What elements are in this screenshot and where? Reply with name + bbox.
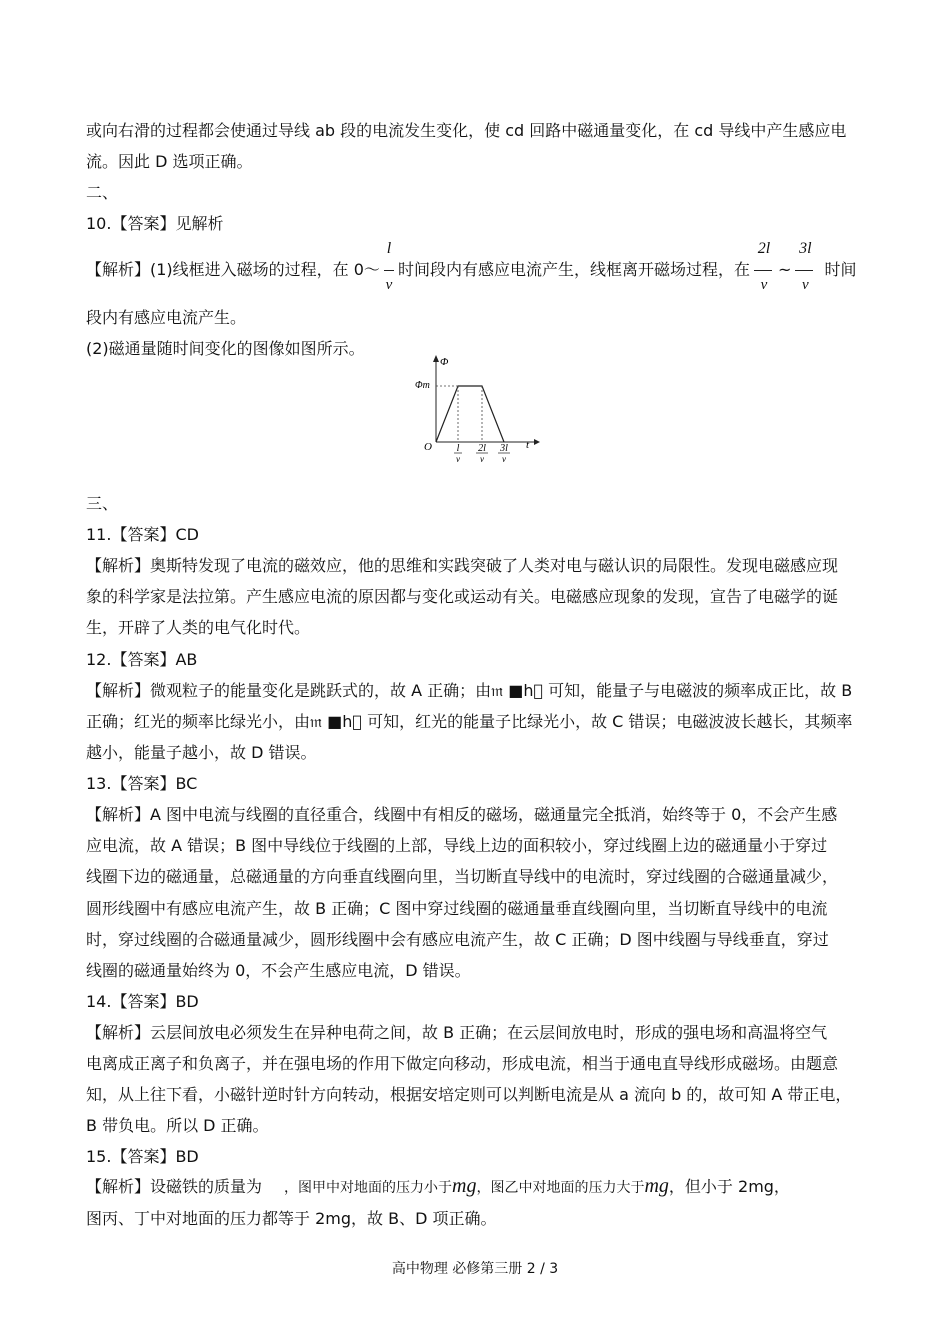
tick-l-den: v xyxy=(456,454,460,464)
text-line: 【解析】云层间放电必须发生在异种电荷之间，故 B 正确；在云层间放电时，形成的强电场和高温将空气 xyxy=(86,1023,828,1042)
text-line: 时，穿过线圈的合磁通量减少，圆形线圈中会有感应电流产生，故 C 正确；D 图中线圈与导线垂直，穿过 xyxy=(86,930,829,949)
phi-axis-arrow xyxy=(433,355,439,362)
t-axis-arrow xyxy=(534,439,540,445)
phi-axis-label: Φ xyxy=(440,356,449,368)
text-line: 象的科学家是法拉第。产生感应电流的原因都与变化或运动有关。电磁感应现象的发现，宣告了电磁学的诞 xyxy=(86,587,839,606)
text-segment: ，但小于 2mg， xyxy=(668,1177,790,1196)
text-line: 生，开辟了人类的电气化时代。 xyxy=(86,618,311,637)
text-line: 线圈的磁通量始终为 0，不会产生感应电流，D 错误。 xyxy=(86,961,471,980)
section-heading: 三、 xyxy=(86,494,119,513)
text-segment: ，图乙中对地面的压力大于 xyxy=(476,1180,645,1196)
origin-label: O xyxy=(424,441,432,453)
page-footer: 高中物理 必修第三册 2 / 3 xyxy=(391,1261,559,1277)
text-line: 【解析】奥斯特发现了电流的磁效应，他的思维和实践突破了人类对电与磁认识的局限性。发现电磁感应现 xyxy=(86,556,839,575)
text-line: (2)磁通量随时间变化的图像如图所示。 xyxy=(86,339,365,358)
text-line: 【解析】微观粒子的能量变化是跳跃式的，故 A 正确；由𝔪 ■h⃞ 可知，能量子与电磁波的频率成正比，故 B xyxy=(86,681,853,700)
text-segment: ~ xyxy=(777,260,792,279)
text-line: 应电流，故 A 错误；B 图中导线位于线圈的上部，导线上边的面积较小，穿过线圈上边的磁通量小于穿过 xyxy=(86,836,828,855)
text-segment: 【解析】设磁铁的质量为 xyxy=(86,1177,263,1196)
text-line: 电离成正离子和负离子，并在强电场的作用下做定向移动，形成电流，相当于通电直导线形成磁场。由题意 xyxy=(86,1054,839,1073)
text-line: 段内有感应电流产生。 xyxy=(86,308,247,327)
math-mg: mg xyxy=(452,1175,477,1197)
flux-curve xyxy=(436,386,504,442)
text-line: 正确；红光的频率比绿光小，由𝔪 ■h⃞ 可知，红光的能量子比绿光小，故 C 错误；电磁波波长越长，其频率 xyxy=(86,712,853,731)
text-line: 或向右滑的过程都会使通过导线 ab 段的电流发生变化，使 cd 回路中磁通量变化，在 cd 导线中产生感应电 xyxy=(86,121,847,140)
t-axis-label: t xyxy=(526,439,530,451)
tick-3l-num: 3l xyxy=(500,443,508,454)
text-line: 流。因此 D 选项正确。 xyxy=(86,152,253,171)
text-segment: 时间 xyxy=(824,260,857,279)
answer-heading: 12.【答案】AB xyxy=(86,650,198,669)
tick-3l-den: v xyxy=(502,454,506,464)
math-mg: mg xyxy=(644,1175,669,1197)
tick-l-num: l xyxy=(456,443,460,454)
fraction-2l-over-v: $\frac{2l}{v}$ xyxy=(752,261,776,281)
text-line-with-math xyxy=(86,1176,790,1198)
flux-time-graph xyxy=(410,354,540,466)
answer-heading: 10.【答案】见解析 xyxy=(86,214,224,233)
fraction-l-over-v: $\frac{l}{v}$ xyxy=(385,239,393,293)
text-line: B 带负电。所以 D 正确。 xyxy=(86,1116,269,1135)
text-line-with-fractions xyxy=(86,239,857,293)
tick-2l-den: v xyxy=(480,454,484,464)
tick-2l-num: 2l xyxy=(478,443,486,454)
text-line: 【解析】A 图中电流与线圈的直径重合，线圈中有相反的磁场，磁通量完全抵消，始终等于 0，不会产生感 xyxy=(86,805,838,824)
text-line: 圆形线圈中有感应电流产生，故 B 正确；C 图中穿过线圈的磁通量垂直线圈向里，当切断直导线中的电流 xyxy=(86,899,828,918)
text-line: 线圈下边的磁通量，总磁通量的方向垂直线圈向里，当切断直导线中的电流时，穿过线圈的合磁通量减少， xyxy=(86,867,839,886)
phi-m-label: Φm xyxy=(415,380,430,391)
text-segment: ，图甲中对地面的压力小于 xyxy=(284,1180,453,1196)
answer-heading: 13.【答案】BC xyxy=(86,774,198,793)
section-heading: 二、 xyxy=(86,183,119,202)
fraction-3l-over-v: $\frac{3l}{v}$ xyxy=(793,261,817,281)
text-segment: 时间段内有感应电流产生，线框离开磁场过程，在 xyxy=(397,260,750,279)
answer-heading: 15.【答案】BD xyxy=(86,1147,199,1166)
answer-heading: 14.【答案】BD xyxy=(86,992,199,1011)
text-segment: 【解析】(1)线框进入磁场的过程，在 0～ xyxy=(86,260,380,279)
text-line: 知，从上往下看，小磁针逆时针方向转动，根据安培定则可以判断电流是从 a 流向 b 的，故可知 A 带正电， xyxy=(86,1085,852,1104)
answer-heading: 11.【答案】CD xyxy=(86,525,199,544)
text-line: 图丙、丁中对地面的压力都等于 2mg，故 B、D 项正确。 xyxy=(86,1209,497,1228)
text-line: 越小，能量子越小，故 D 错误。 xyxy=(86,743,317,762)
